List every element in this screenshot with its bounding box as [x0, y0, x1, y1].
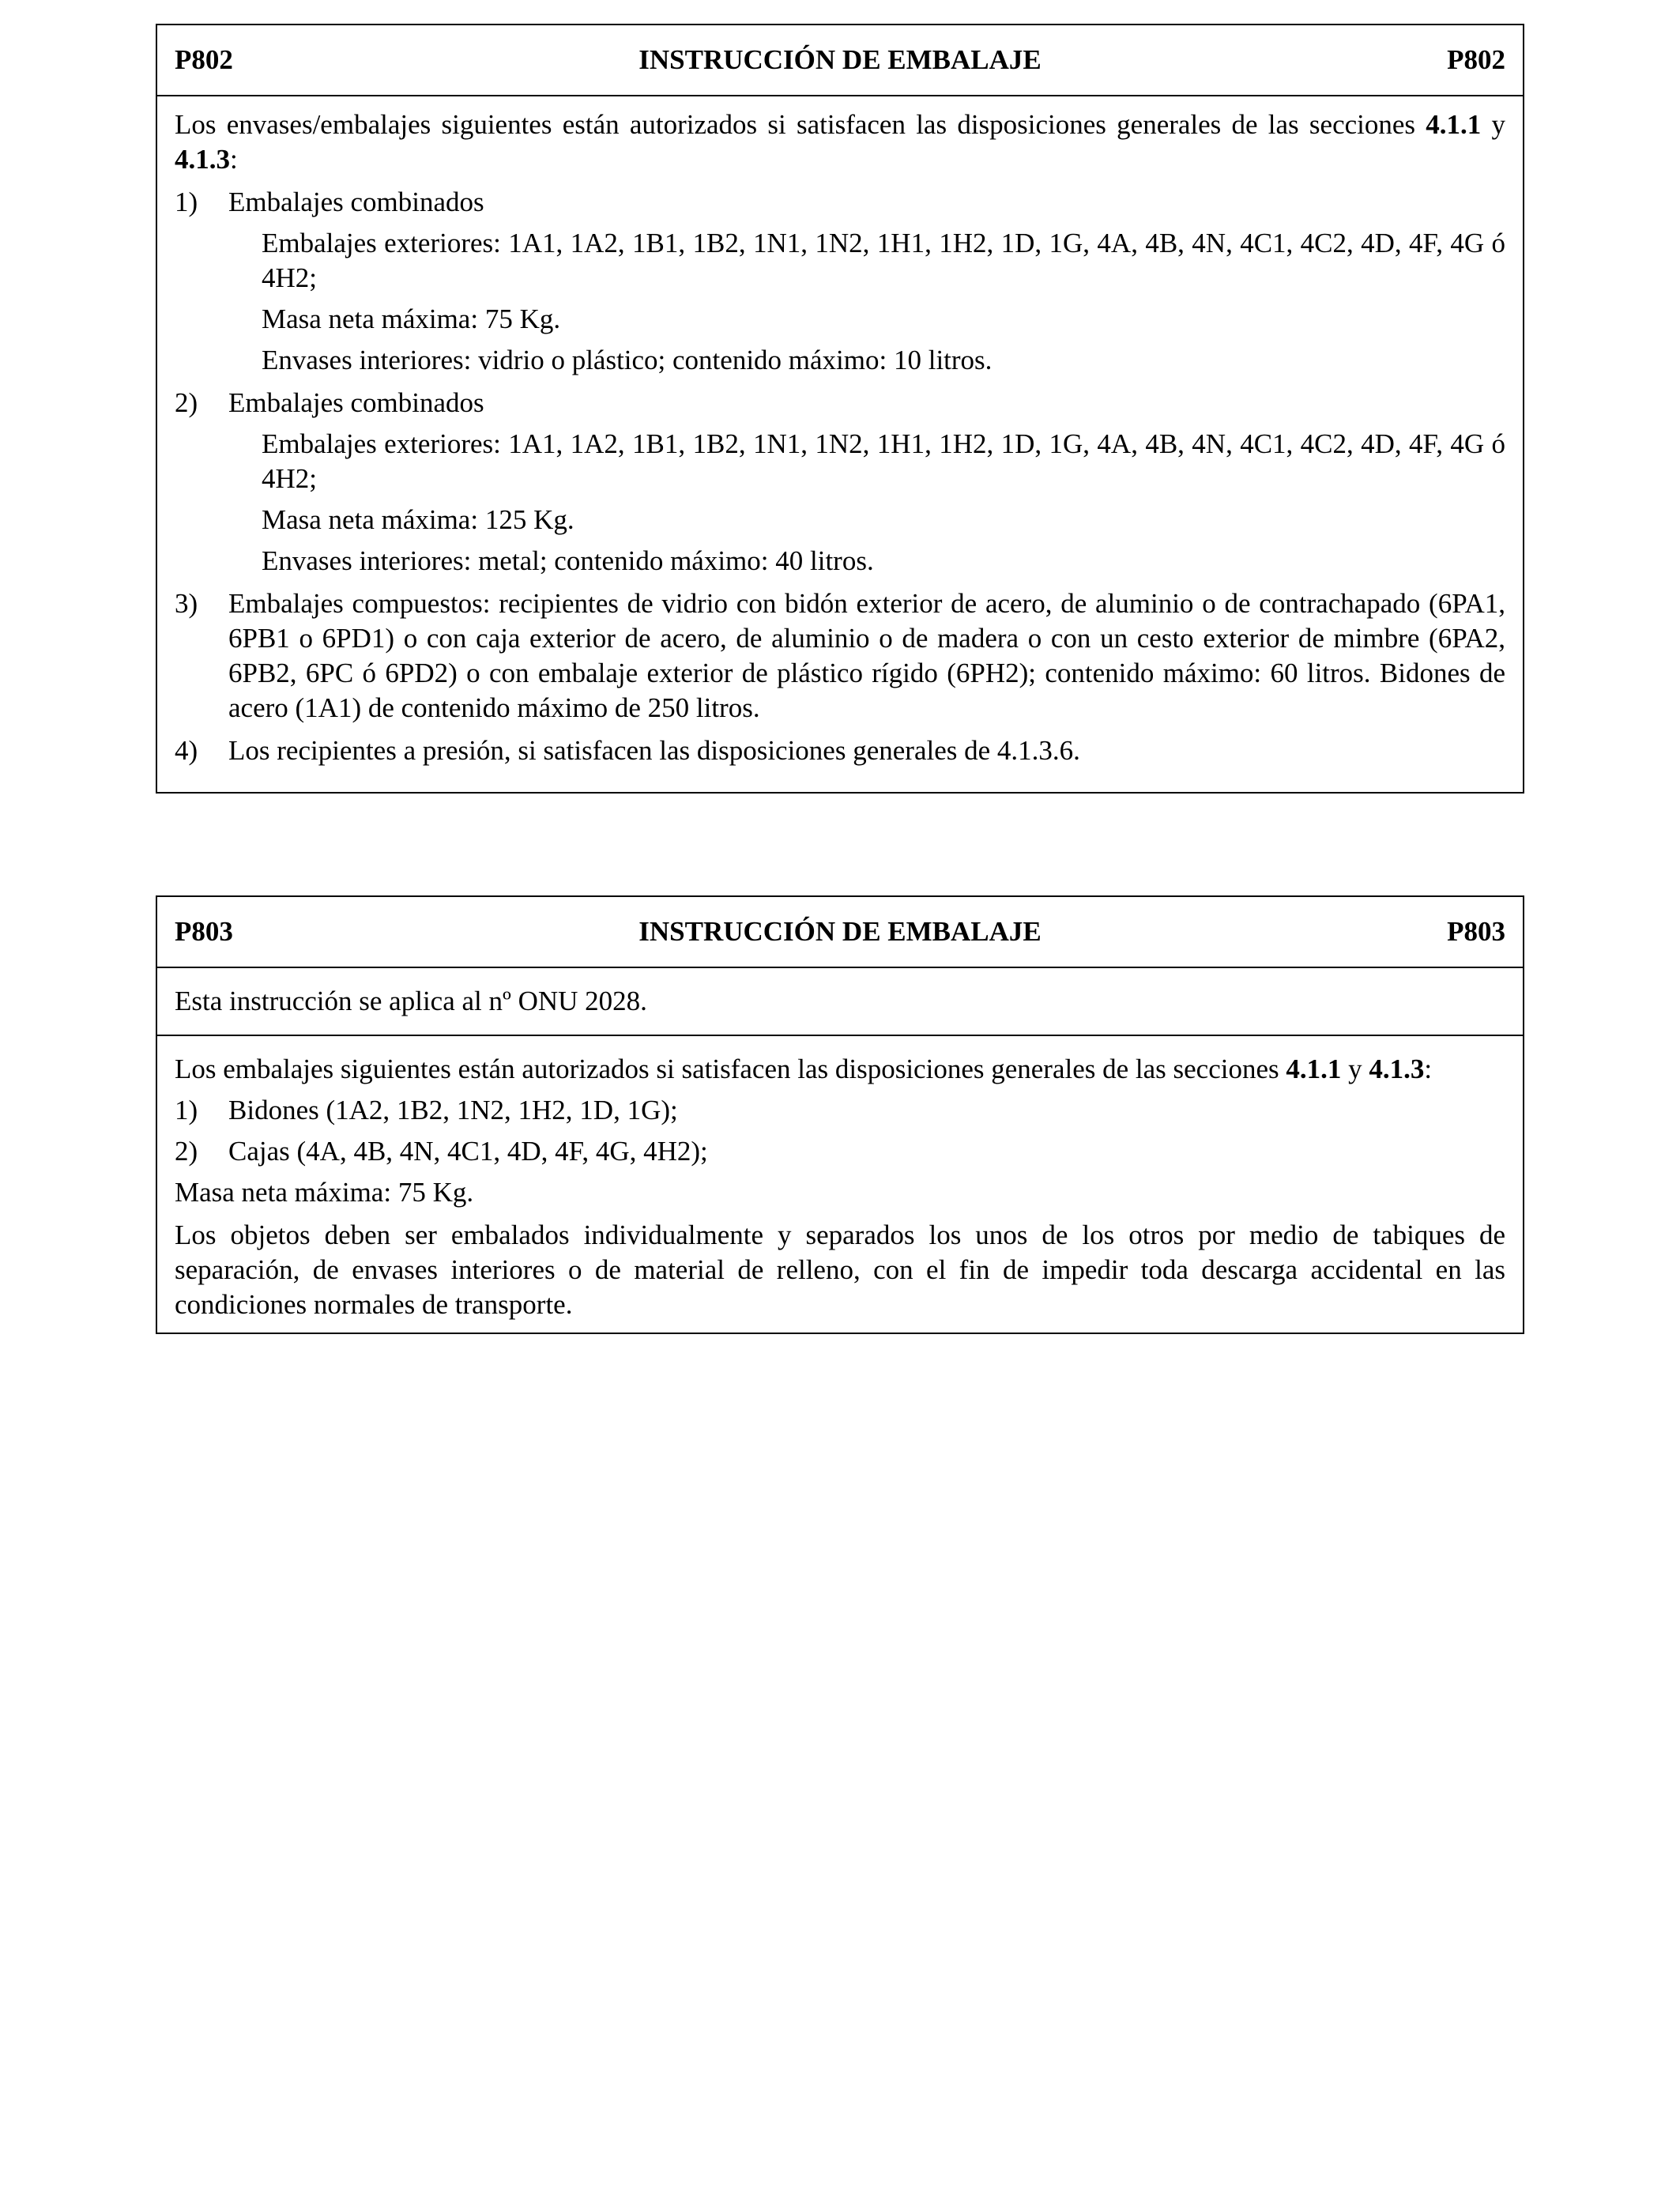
item-number: 1)	[175, 187, 198, 217]
p802-header	[157, 25, 1523, 96]
p802-title: INSTRUCCIÓN DE EMBALAJE	[638, 44, 1042, 75]
item-number: 2)	[175, 1136, 198, 1167]
item-label: Embalajes combinados	[228, 387, 484, 418]
p803-applies: Esta instrucción se aplica al nº ONU 2028.	[175, 986, 647, 1016]
list-item	[175, 1134, 1505, 1169]
p803-title: INSTRUCCIÓN DE EMBALAJE	[638, 916, 1042, 947]
p802-code-right: P802	[1447, 44, 1505, 75]
outer-packaging: Embalajes exteriores: 1A1, 1A2, 1B1, 1B2, 1N1, 1N2, 1H1, 1H2, 1D, 1G, 4A, 4B, 4N, 4C1, 4C2, 4D, 4F, 4G ó 4H2;	[262, 228, 1505, 293]
p803-note: Los objetos deben ser embalados individualmente y separados los unos de los otros por medio de tabiques de separación, de envases interiores o de material de relleno, con el fin de impedir toda descarga accidental en las condiciones normales de transporte.	[175, 1220, 1505, 1320]
p802-code-left: P802	[175, 44, 233, 75]
p803-body	[157, 1036, 1523, 1322]
item-details	[175, 427, 1505, 579]
packing-instruction-p802	[156, 24, 1524, 794]
section-ref: 4.1.3	[1369, 1054, 1425, 1084]
item-text: Bidones (1A2, 1B2, 1N2, 1H2, 1D, 1G);	[228, 1095, 678, 1125]
p803-intro: Los embalajes siguientes están autorizados si satisfacen las disposiciones generales de las secciones 4.1.1 y 4.1.3:	[175, 1054, 1433, 1084]
list-item	[175, 733, 1505, 768]
list-item	[175, 185, 1505, 220]
max-net-mass: Masa neta máxima: 75 Kg.	[175, 1177, 474, 1208]
item-text: Cajas (4A, 4B, 4N, 4C1, 4D, 4F, 4G, 4H2);	[228, 1136, 708, 1167]
p802-intro: Los envases/embalajes siguientes están autorizados si satisfacen las disposiciones generales de las secciones 4.1.1 y 4.1.3:	[175, 109, 1506, 175]
item-number: 2)	[175, 387, 198, 418]
item-number: 4)	[175, 735, 198, 766]
section-ref: 4.1.1	[1426, 109, 1482, 140]
p803-applies-section	[157, 968, 1523, 1035]
inner-packaging: Envases interiores: metal; contenido máximo: 40 litros.	[262, 545, 874, 576]
item-number: 3)	[175, 588, 198, 619]
max-net-mass: Masa neta máxima: 125 Kg.	[262, 504, 574, 535]
packing-instruction-p803	[156, 895, 1524, 1334]
outer-packaging: Embalajes exteriores: 1A1, 1A2, 1B1, 1B2, 1N1, 1N2, 1H1, 1H2, 1D, 1G, 4A, 4B, 4N, 4C1, 4C2, 4D, 4F, 4G ó 4H2;	[262, 428, 1505, 494]
list-item	[175, 1093, 1505, 1128]
item-label: Embalajes combinados	[228, 187, 484, 217]
p803-code-left: P803	[175, 916, 233, 947]
item-text: Embalajes compuestos: recipientes de vidrio con bidón exterior de acero, de aluminio o de contrachapado (6PA1, 6PB1 o 6PD1) o con caja exterior de acero, de aluminio o de madera o con un cesto exterior de mimbre (6PA2, 6PB2, 6PC ó 6PD2) o con embalaje exterior de plástico rígido (6PH2); contenido máximo: 60 litros. Bidones de acero (1A1) de contenido máximo de 250 litros.	[228, 588, 1505, 723]
item-number: 1)	[175, 1095, 198, 1125]
inner-packaging: Envases interiores: vidrio o plástico; contenido máximo: 10 litros.	[262, 345, 993, 375]
item-text: Los recipientes a presión, si satisfacen las disposiciones generales de 4.1.3.6.	[228, 735, 1080, 766]
list-item	[175, 386, 1505, 420]
section-ref: 4.1.1	[1286, 1054, 1342, 1084]
item-details	[175, 226, 1505, 378]
p802-body	[157, 96, 1523, 768]
p803-code-right: P803	[1447, 916, 1505, 947]
p803-header	[157, 897, 1523, 968]
max-net-mass: Masa neta máxima: 75 Kg.	[262, 303, 561, 334]
section-ref: 4.1.3	[175, 144, 230, 175]
list-item	[175, 586, 1505, 726]
